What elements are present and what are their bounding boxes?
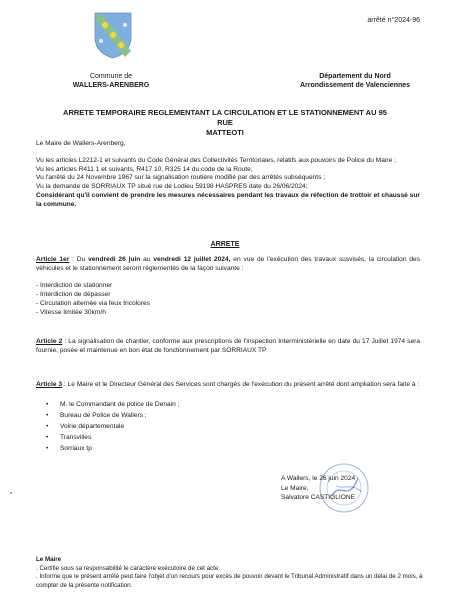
- margin-mark: [10, 492, 12, 494]
- salutation: Le Maire de Wallers-Arenberg,: [36, 140, 126, 147]
- measure-item: - Interdiction de dépasser: [36, 291, 111, 298]
- measure-item: - Vitesse limitée 30km/h: [36, 309, 106, 316]
- footer-line: . Informe que le présent arrêté peut faire l'objet d'un recours pour excès de pouvoir devant le Tribunal Administratif dans un délai de 2 mois, à compter de la présente notification.: [36, 573, 423, 589]
- arrondissement-name: Arrondissement de Valenciennes: [299, 82, 411, 89]
- footer-heading: Le Maire: [36, 556, 62, 563]
- decree-reference: arrêté n°2024-96: [367, 17, 420, 24]
- visa-line: Vu l'arrêté du 24 Novembre 1967 sur la signalisation routière modifié par des arrêtés subséquents ;: [36, 174, 326, 182]
- visa-line: Vu les articles L2212-1 et suivants du Code Général des Collectivités Territoriales, relatifs aux pouvoirs de Police du Maire ;: [36, 157, 396, 164]
- footer-notice: [36, 556, 436, 590]
- article-1: [36, 256, 420, 273]
- signature-place-date: A Wallers, le 26 juin 2024: [281, 475, 356, 482]
- recipients-list: [46, 399, 180, 454]
- measure-item: - Circulation alternée via feux tricolores: [36, 300, 150, 307]
- signature-block: [281, 474, 355, 503]
- department-block: [285, 72, 425, 90]
- document-title: [55, 108, 395, 138]
- article-2: [36, 338, 420, 355]
- visa-line: Vu les articles R411 1 et suivants, R417 10, R325 14 du code de la Route,: [36, 165, 253, 173]
- article-3-body: : Le Maire et le Directeur Général des Services sont chargés de l'exécution du présent arrêté dont ampliation sera faite à :: [62, 381, 420, 388]
- signature-role: Le Maire,: [281, 484, 309, 492]
- recipient-item: • Voirie départementale: [46, 421, 180, 432]
- article-1-body: en vue de l'exécution des travaux susvisés, la circulation des véhicules et le stationnement seront réglementés de la façon suivante :: [36, 256, 420, 272]
- visa-line: Considérant qu'il convient de prendre les mesures nécessaires pendant les travaux de réfection de trottoir et chaussé sur la commune.: [36, 191, 420, 208]
- recipient-item: • Transvilles: [46, 432, 180, 443]
- article-1-start-date: vendredi 26 juin: [88, 256, 141, 263]
- department-name: Département du Nord: [319, 73, 391, 80]
- title-line-2: MATTEOTI: [206, 128, 244, 137]
- recipient-item: • Sorriaux tp: [46, 443, 180, 454]
- signature-name: Salvatore CASTIGLIONE: [281, 494, 356, 502]
- coat-of-arms-icon: [93, 11, 133, 59]
- article-3-label: Article 3: [36, 381, 63, 388]
- footer-line: . Certifie sous sa responsabilité le caractère exécutoire de cet acte.: [36, 564, 220, 572]
- measure-item: - Interdiction de stationner: [36, 282, 113, 289]
- commune-label: Commune de: [89, 73, 133, 80]
- article-1-prefix: : Du: [69, 256, 89, 263]
- title-line-1: ARRETE TEMPORAIRE REGLEMENTANT LA CIRCULATION ET LE STATIONNEMENT AU 95 RUE: [63, 108, 387, 127]
- visas-block: [36, 157, 420, 209]
- article-1-measures: [36, 281, 150, 317]
- article-1-label: Article 1er: [36, 256, 70, 263]
- commune-block: [62, 72, 160, 90]
- article-2-body: : La signalisation de chantier, conforme aux prescriptions de l'inspection Interministérielle en date du 17 Juillet 1974 sera fournie, posée et maintenue en bon état de fonctionnement par SORRIAUX TP: [36, 338, 420, 354]
- recipient-item: • Bureau de Police de Wallers ;: [46, 410, 180, 421]
- visa-line: Vu la demande de SORRIAUX TP situé rue de Lodieu 59198 HASPRES date du 26/06/2024;: [36, 183, 308, 191]
- arrete-heading: ARRETE: [210, 241, 240, 248]
- article-1-end-date: vendredi 12 juillet 2024,: [153, 256, 231, 263]
- article-2-label: Article 2: [36, 338, 63, 345]
- commune-name: WALLERS-ARENBERG: [72, 82, 150, 89]
- article-1-mid: au: [140, 256, 154, 263]
- recipient-item: • M. le Commandant de police de Denain ;: [46, 399, 180, 410]
- article-3: [36, 381, 420, 390]
